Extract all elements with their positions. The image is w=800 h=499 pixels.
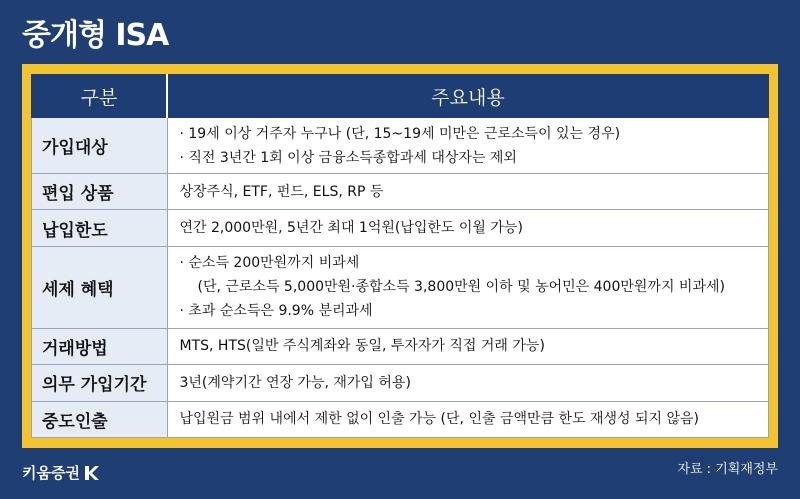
logo-text: 키움증권: [22, 464, 80, 482]
table-row: [32, 210, 769, 246]
content-line: 상장주식, ETF, 펀드, ELS, RP 등: [179, 183, 384, 200]
row-label-limit: 납입한도: [32, 210, 168, 246]
content-line: MTS, HTS(일반 주식계좌와 동일, 투자자가 직접 거래 가능): [179, 338, 545, 355]
row-label-tax-benefit: 세제 혜택: [32, 246, 168, 328]
content-line: 3년(계약기간 연장 가능, 재가입 허용): [179, 374, 411, 391]
header-category: 구분: [32, 75, 168, 118]
table-row: [32, 401, 769, 437]
isa-table: [31, 74, 769, 438]
row-content-eligibility: [167, 118, 769, 174]
content-line: (단, 근로소득 5,000만원·종합소득 3,800만원 이하 및 농어민은 400만원까지 비과세): [197, 279, 725, 296]
table-row: [32, 246, 769, 328]
content-line: · 직전 3년간 1회 이상 금융소득종합과세 대상자는 제외: [179, 149, 517, 166]
row-content-limit: [167, 210, 769, 246]
kiwoom-logo: [22, 462, 100, 483]
row-label-trading: 거래방법: [32, 328, 168, 364]
row-label-eligibility: 가입대상: [32, 118, 168, 174]
table-row: [32, 118, 769, 174]
row-content-trading: [167, 328, 769, 364]
row-content-tax-benefit: [167, 246, 769, 328]
content-line: · 순소득 200만원까지 비과세: [179, 255, 360, 272]
row-content-withdrawal: [167, 401, 769, 437]
row-label-withdrawal: 중도인출: [32, 401, 168, 437]
row-label-products: 편입 상품: [32, 174, 168, 210]
table-row: [32, 365, 769, 401]
row-label-period: 의무 가입기간: [32, 365, 168, 401]
header-content: 주요내용: [167, 75, 769, 118]
kiwoom-k-icon: [82, 464, 100, 482]
source-note: 자료 : 기획재정부: [677, 462, 778, 477]
content-line: 납입원금 범위 내에서 제한 없이 인출 가능 (단, 인출 금액만큼 한도 재생성 되지 않음): [179, 411, 700, 428]
table-row: [32, 328, 769, 364]
row-content-period: [167, 365, 769, 401]
content-line: · 19세 이상 거주자 누구나 (단, 15~19세 미만은 근로소득이 있는 경우): [179, 125, 621, 142]
table-header-row: [32, 75, 769, 118]
page-title: 중개형 ISA: [22, 18, 169, 53]
content-line: · 초과 순소득은 9.9% 분리과세: [179, 303, 373, 320]
table-row: [32, 174, 769, 210]
content-line: 연간 2,000만원, 5년간 최대 1억원(납입한도 이월 가능): [179, 220, 523, 237]
table-frame: [22, 64, 778, 448]
row-content-products: [167, 174, 769, 210]
